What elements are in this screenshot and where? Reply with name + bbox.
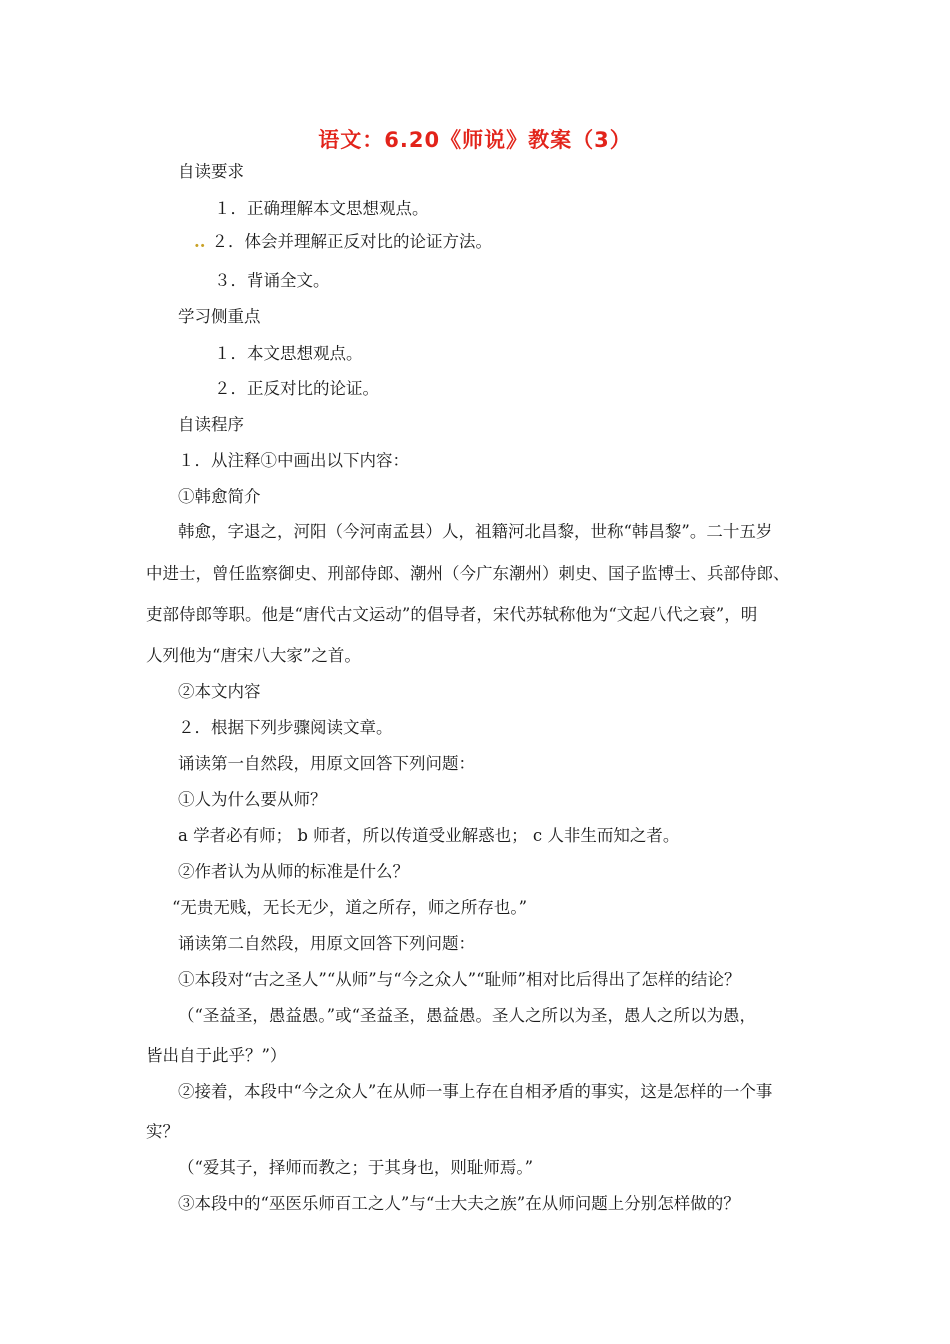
sub-item: ②本文内容 — [178, 682, 261, 701]
section-heading-reading-requirements: 自读要求 — [178, 162, 244, 181]
answer-line: 皆出自于此乎？”） — [146, 1046, 287, 1065]
answer-line: “无贵无贱，无长无少，道之所存，师之所存也。” — [172, 898, 528, 917]
list-item-with-marks — [194, 231, 492, 253]
question-line: 实？ — [146, 1122, 179, 1141]
answer-line: （“圣益圣，愚益愚。”或“圣益圣，愚益愚。圣人之所以为圣，愚人之所以为愚， — [178, 1006, 757, 1025]
list-item: ２．正反对比的论证。 — [214, 379, 379, 398]
question-line: ①人为什么要从师？ — [178, 790, 327, 809]
sub-item: ①韩愈简介 — [178, 487, 261, 506]
instruction-line: 诵读第一自然段，用原文回答下列问题： — [178, 754, 475, 773]
paragraph-line: 韩愈，字退之，河阳（今河南孟县）人，祖籍河北昌黎，世称“韩昌黎”。二十五岁 — [178, 522, 773, 541]
question-line: ①本段对“古之圣人”“从师”与“今之众人”“耻师”相对比后得出了怎样的结论？ — [178, 970, 741, 989]
step-item: １．从注释①中画出以下内容： — [178, 451, 409, 470]
decorative-dots-icon: .. — [194, 232, 206, 251]
instruction-line: 诵读第二自然段，用原文回答下列问题： — [178, 934, 475, 953]
paragraph-line: 中进士，曾任监察御史、刑部侍郎、潮州（今广东潮州）刺史、国子监博士、兵部侍郎、 — [146, 564, 790, 583]
answer-line: （“爱其子，择师而教之；于其身也，则耻师焉。” — [178, 1158, 534, 1177]
paragraph-line: 吏部侍郎等职。他是“唐代古文运动”的倡导者，宋代苏轼称他为“文起八代之衰”，明 — [146, 605, 758, 624]
answer-line: a 学者必有师； b 师者，所以传道受业解惑也； c 人非生而知之者。 — [178, 826, 680, 845]
page-title: 语文：6.20《师说》教案（3） — [318, 128, 632, 152]
question-line: ②接着，本段中“今之众人”在从师一事上存在自相矛盾的事实，这是怎样的一个事 — [178, 1082, 773, 1101]
list-item: ３．背诵全文。 — [214, 271, 330, 290]
list-item: １．正确理解本文思想观点。 — [214, 199, 429, 218]
question-line: ③本段中的“巫医乐师百工之人”与“士大夫之族”在从师问题上分别怎样做的？ — [178, 1194, 740, 1213]
step-item: ２．根据下列步骤阅读文章。 — [178, 718, 393, 737]
section-heading-key-points: 学习侧重点 — [178, 307, 261, 326]
question-line: ②作者认为从师的标准是什么？ — [178, 862, 409, 881]
section-heading-reading-procedure: 自读程序 — [178, 415, 244, 434]
list-item: １．本文思想观点。 — [214, 344, 363, 363]
list-item-text: ２．体会并理解正反对比的论证方法。 — [211, 232, 492, 251]
paragraph-line: 人列他为“唐宋八大家”之首。 — [146, 646, 361, 665]
